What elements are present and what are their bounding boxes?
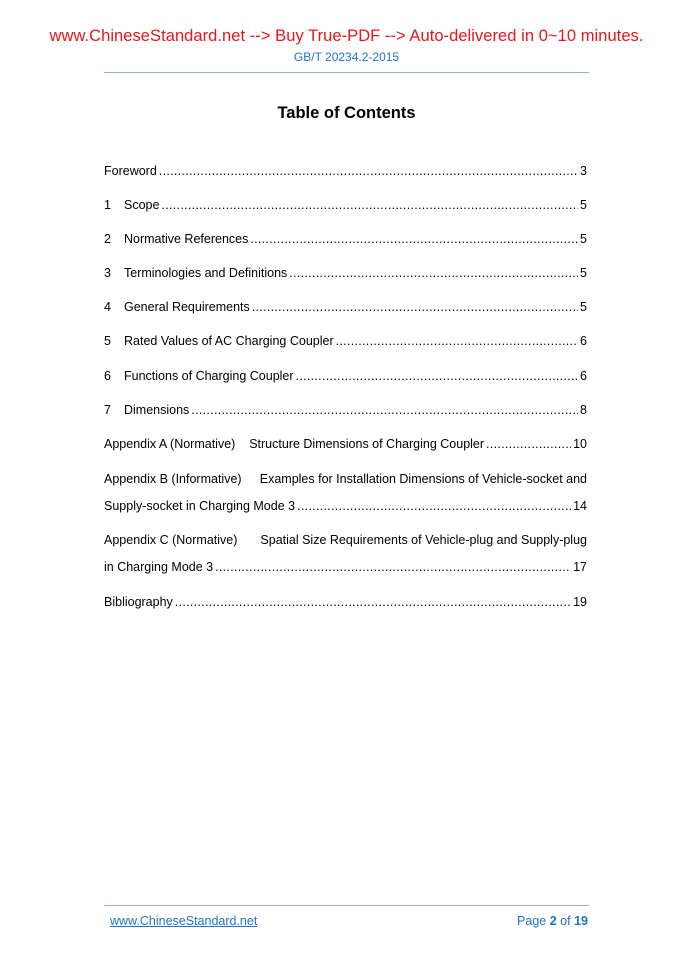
- toc-entry-general-requirements[interactable]: [104, 299, 587, 315]
- toc-number: 2: [104, 232, 111, 246]
- toc-page-number: 6: [580, 334, 587, 348]
- header-banner[interactable]: www.ChineseStandard.net --> Buy True-PDF --> Auto-delivered in 0~10 minutes.: [49, 27, 644, 45]
- toc-leader: [486, 436, 571, 452]
- toc-page-number: 3: [580, 164, 587, 178]
- toc-label: General Requirements: [124, 300, 250, 314]
- page-label: Page: [517, 914, 547, 928]
- toc-entry-dimensions[interactable]: [104, 402, 587, 418]
- toc-page-number: 19: [573, 595, 587, 609]
- toc-entry-terminologies[interactable]: [104, 265, 587, 281]
- footer-website-link[interactable]: www.ChineseStandard.net: [110, 914, 258, 928]
- toc-label: Spatial Size Requirements of Vehicle-plug and Supply-plug: [260, 533, 587, 547]
- toc-number: 4: [104, 300, 111, 314]
- toc-page-number: 10: [573, 437, 587, 451]
- toc-label: Appendix A (Normative) Structure Dimensions of Charging Coupler: [104, 437, 485, 451]
- toc-label: Examples for Installation Dimensions of Vehicle-socket and: [259, 472, 587, 486]
- toc-leader: [161, 197, 578, 213]
- toc-leader: [252, 299, 578, 315]
- toc-label: Functions of Charging Coupler: [124, 369, 294, 383]
- toc-leader: [296, 368, 579, 384]
- toc-number: 7: [104, 403, 111, 417]
- toc-label: Scope: [124, 198, 160, 212]
- toc-leader: [336, 333, 578, 349]
- toc-page-number: 8: [580, 403, 587, 417]
- toc-label: Foreword: [104, 164, 157, 178]
- toc-leader: [215, 559, 571, 575]
- toc-number: 5: [104, 334, 111, 348]
- toc-label-prefix: Appendix B (Informative): [104, 472, 242, 486]
- header-divider: [104, 72, 589, 73]
- toc-number: 3: [104, 266, 111, 280]
- toc-page-number: 5: [580, 232, 587, 246]
- toc-label: Terminologies and Definitions: [124, 266, 288, 280]
- toc-leader: [159, 163, 578, 179]
- toc-leader: [297, 498, 571, 514]
- toc-entry-rated-values[interactable]: [104, 333, 587, 349]
- toc-number: 1: [104, 198, 111, 212]
- toc-label: Normative References: [124, 232, 249, 246]
- toc-leader: [191, 402, 578, 418]
- toc-number: 6: [104, 369, 111, 383]
- toc-leader: [250, 231, 578, 247]
- toc-label: Dimensions: [124, 403, 190, 417]
- toc-leader: [289, 265, 578, 281]
- toc-label: Bibliography: [104, 595, 173, 609]
- toc-entry-scope[interactable]: [104, 197, 587, 213]
- page-of-label: of: [560, 914, 571, 928]
- footer-divider: [104, 905, 589, 906]
- toc-label-continued: in Charging Mode 3: [104, 560, 214, 574]
- toc-page-number: 6: [580, 369, 587, 383]
- toc-entry-appendix-b[interactable]: [104, 471, 587, 514]
- toc-entry-appendix-a[interactable]: [104, 436, 587, 452]
- toc-page-number: 5: [580, 266, 587, 280]
- current-page: 2: [549, 914, 557, 928]
- document-number: GB/T 20234.2-2015: [293, 50, 400, 64]
- toc-entry-functions[interactable]: [104, 368, 587, 384]
- toc-page-number: 17: [573, 560, 587, 574]
- toc-page-number: 5: [580, 198, 587, 212]
- toc-label-continued: Supply-socket in Charging Mode 3: [104, 499, 296, 513]
- toc-page-number: 5: [580, 300, 587, 314]
- toc-entry-foreword[interactable]: [104, 163, 587, 179]
- toc-entry-bibliography[interactable]: [104, 594, 587, 610]
- toc-page-number: 14: [573, 499, 587, 513]
- page-title: Table of Contents: [277, 104, 416, 122]
- page-indicator: [517, 914, 588, 928]
- toc-entry-appendix-c[interactable]: [104, 532, 587, 575]
- toc-label-prefix: Appendix C (Normative): [104, 533, 238, 547]
- total-pages: 19: [574, 914, 588, 928]
- toc-entry-normative-references[interactable]: [104, 231, 587, 247]
- toc-label: Rated Values of AC Charging Coupler: [124, 334, 334, 348]
- toc-leader: [175, 594, 571, 610]
